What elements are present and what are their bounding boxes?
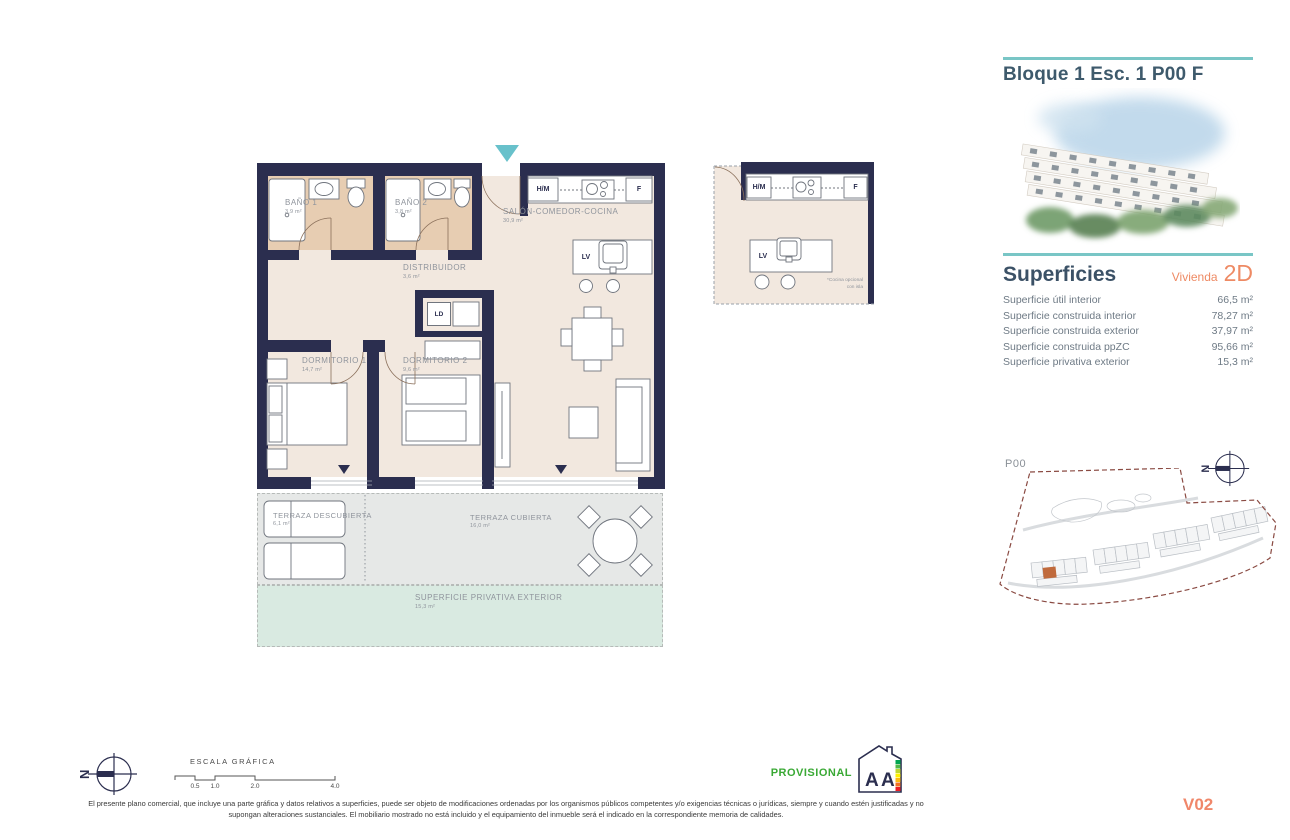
floor-plan [255, 145, 667, 650]
north-letter: N [1199, 464, 1212, 473]
header-rule-top [1003, 57, 1253, 60]
scale-tick: 4.0 [330, 783, 340, 790]
header-rule-bottom [1003, 253, 1253, 256]
superficies-heading: Superficies [1003, 263, 1117, 286]
scalebar-label: ESCALA GRÁFICA [190, 757, 276, 766]
scale-tick: 0.5 [190, 783, 200, 790]
vivienda-type: 2D [1223, 260, 1253, 286]
inset-fridge-tag: F [853, 184, 858, 191]
building-render [1015, 88, 1240, 248]
dishwasher-tag: LV [581, 253, 591, 261]
inset-note: *Cocina opcional con isla [826, 278, 863, 290]
table-row: Superficie útil interior 66,5 m² [1003, 294, 1253, 306]
page-title: Bloque 1 Esc. 1 P00 F [1003, 64, 1204, 85]
room-label-superficie-privativa: SUPERFICIE PRIVATIVA EXTERIOR 15,3 m² [415, 593, 563, 610]
highlighted-unit [1043, 566, 1057, 578]
superficies-header [1003, 260, 1253, 287]
energy-scale-bars [896, 760, 901, 791]
table-row: Superficie construida exterior 37,97 m² [1003, 325, 1253, 337]
inset-oven-microwave-tag: H/M [752, 184, 766, 191]
superficies-table [1003, 293, 1253, 371]
scale-tick: 2.0 [250, 783, 260, 790]
north-letter: N [77, 769, 92, 779]
kitchen-island-inset [713, 158, 875, 306]
legal-disclaimer: El presente plano comercial, que incluye una parte gráfica y datos relativos a superficies, puede ser objeto de modificaciones ordenadas por los organismos públicos competentes y/o exigencias técnicas o jurídicas, siempre y cuando estén justificadas y no supongan alteraciones sustanciales. El mobiliario mostrado no está incluido y el equipamiento del inmueble será el indicado en la correspondiente memoria de calidades. [88, 799, 924, 820]
siteplan-map [993, 468, 1290, 620]
room-label-terraza-descubierta: TERRAZA DESCUBIERTA 6,1 m² [273, 511, 372, 527]
vivienda-label: Vivienda [1171, 270, 1218, 284]
laundry-tag: LD [427, 302, 451, 326]
fridge-tag: F [636, 186, 642, 193]
north-arrow-main [76, 752, 138, 796]
siteplan-level-label: P00 [1005, 458, 1027, 470]
oven-microwave-tag: H/M [536, 186, 550, 193]
room-label-banyo-1: BAÑO 1 3,9 m² [285, 198, 318, 215]
energy-letter: A [881, 770, 895, 791]
room-label-dormitorio-2: DORMITORIO 2 9,6 m² [403, 356, 468, 373]
room-label-distribuidor: DISTRIBUIDOR 3,6 m² [403, 263, 467, 280]
energy-rating-icon [856, 742, 908, 794]
table-row: Superficie construida ppZC 95,66 m² [1003, 340, 1253, 353]
provisional-label: PROVISIONAL [770, 767, 852, 779]
table-row: Superficie privativa exterior 15,3 m² [1003, 356, 1253, 368]
room-label-salon: SALÓN-COMEDOR-COCINA 30,9 m² [503, 207, 619, 224]
version-label: V02 [1183, 795, 1214, 814]
inset-dishwasher-tag: LV [758, 252, 768, 260]
room-label-banyo-2: BAÑO 2 3,8 m² [395, 198, 428, 215]
room-label-terraza-cubierta: TERRAZA CUBIERTA 16,0 m² [470, 513, 552, 529]
energy-letter: A [865, 770, 879, 791]
scale-tick: 1.0 [210, 783, 220, 790]
room-label-dormitorio-1: DORMITORIO 1 14,7 m² [302, 356, 367, 373]
table-row: Superficie construida interior 78,27 m² [1003, 309, 1253, 322]
scalebar [173, 769, 343, 791]
